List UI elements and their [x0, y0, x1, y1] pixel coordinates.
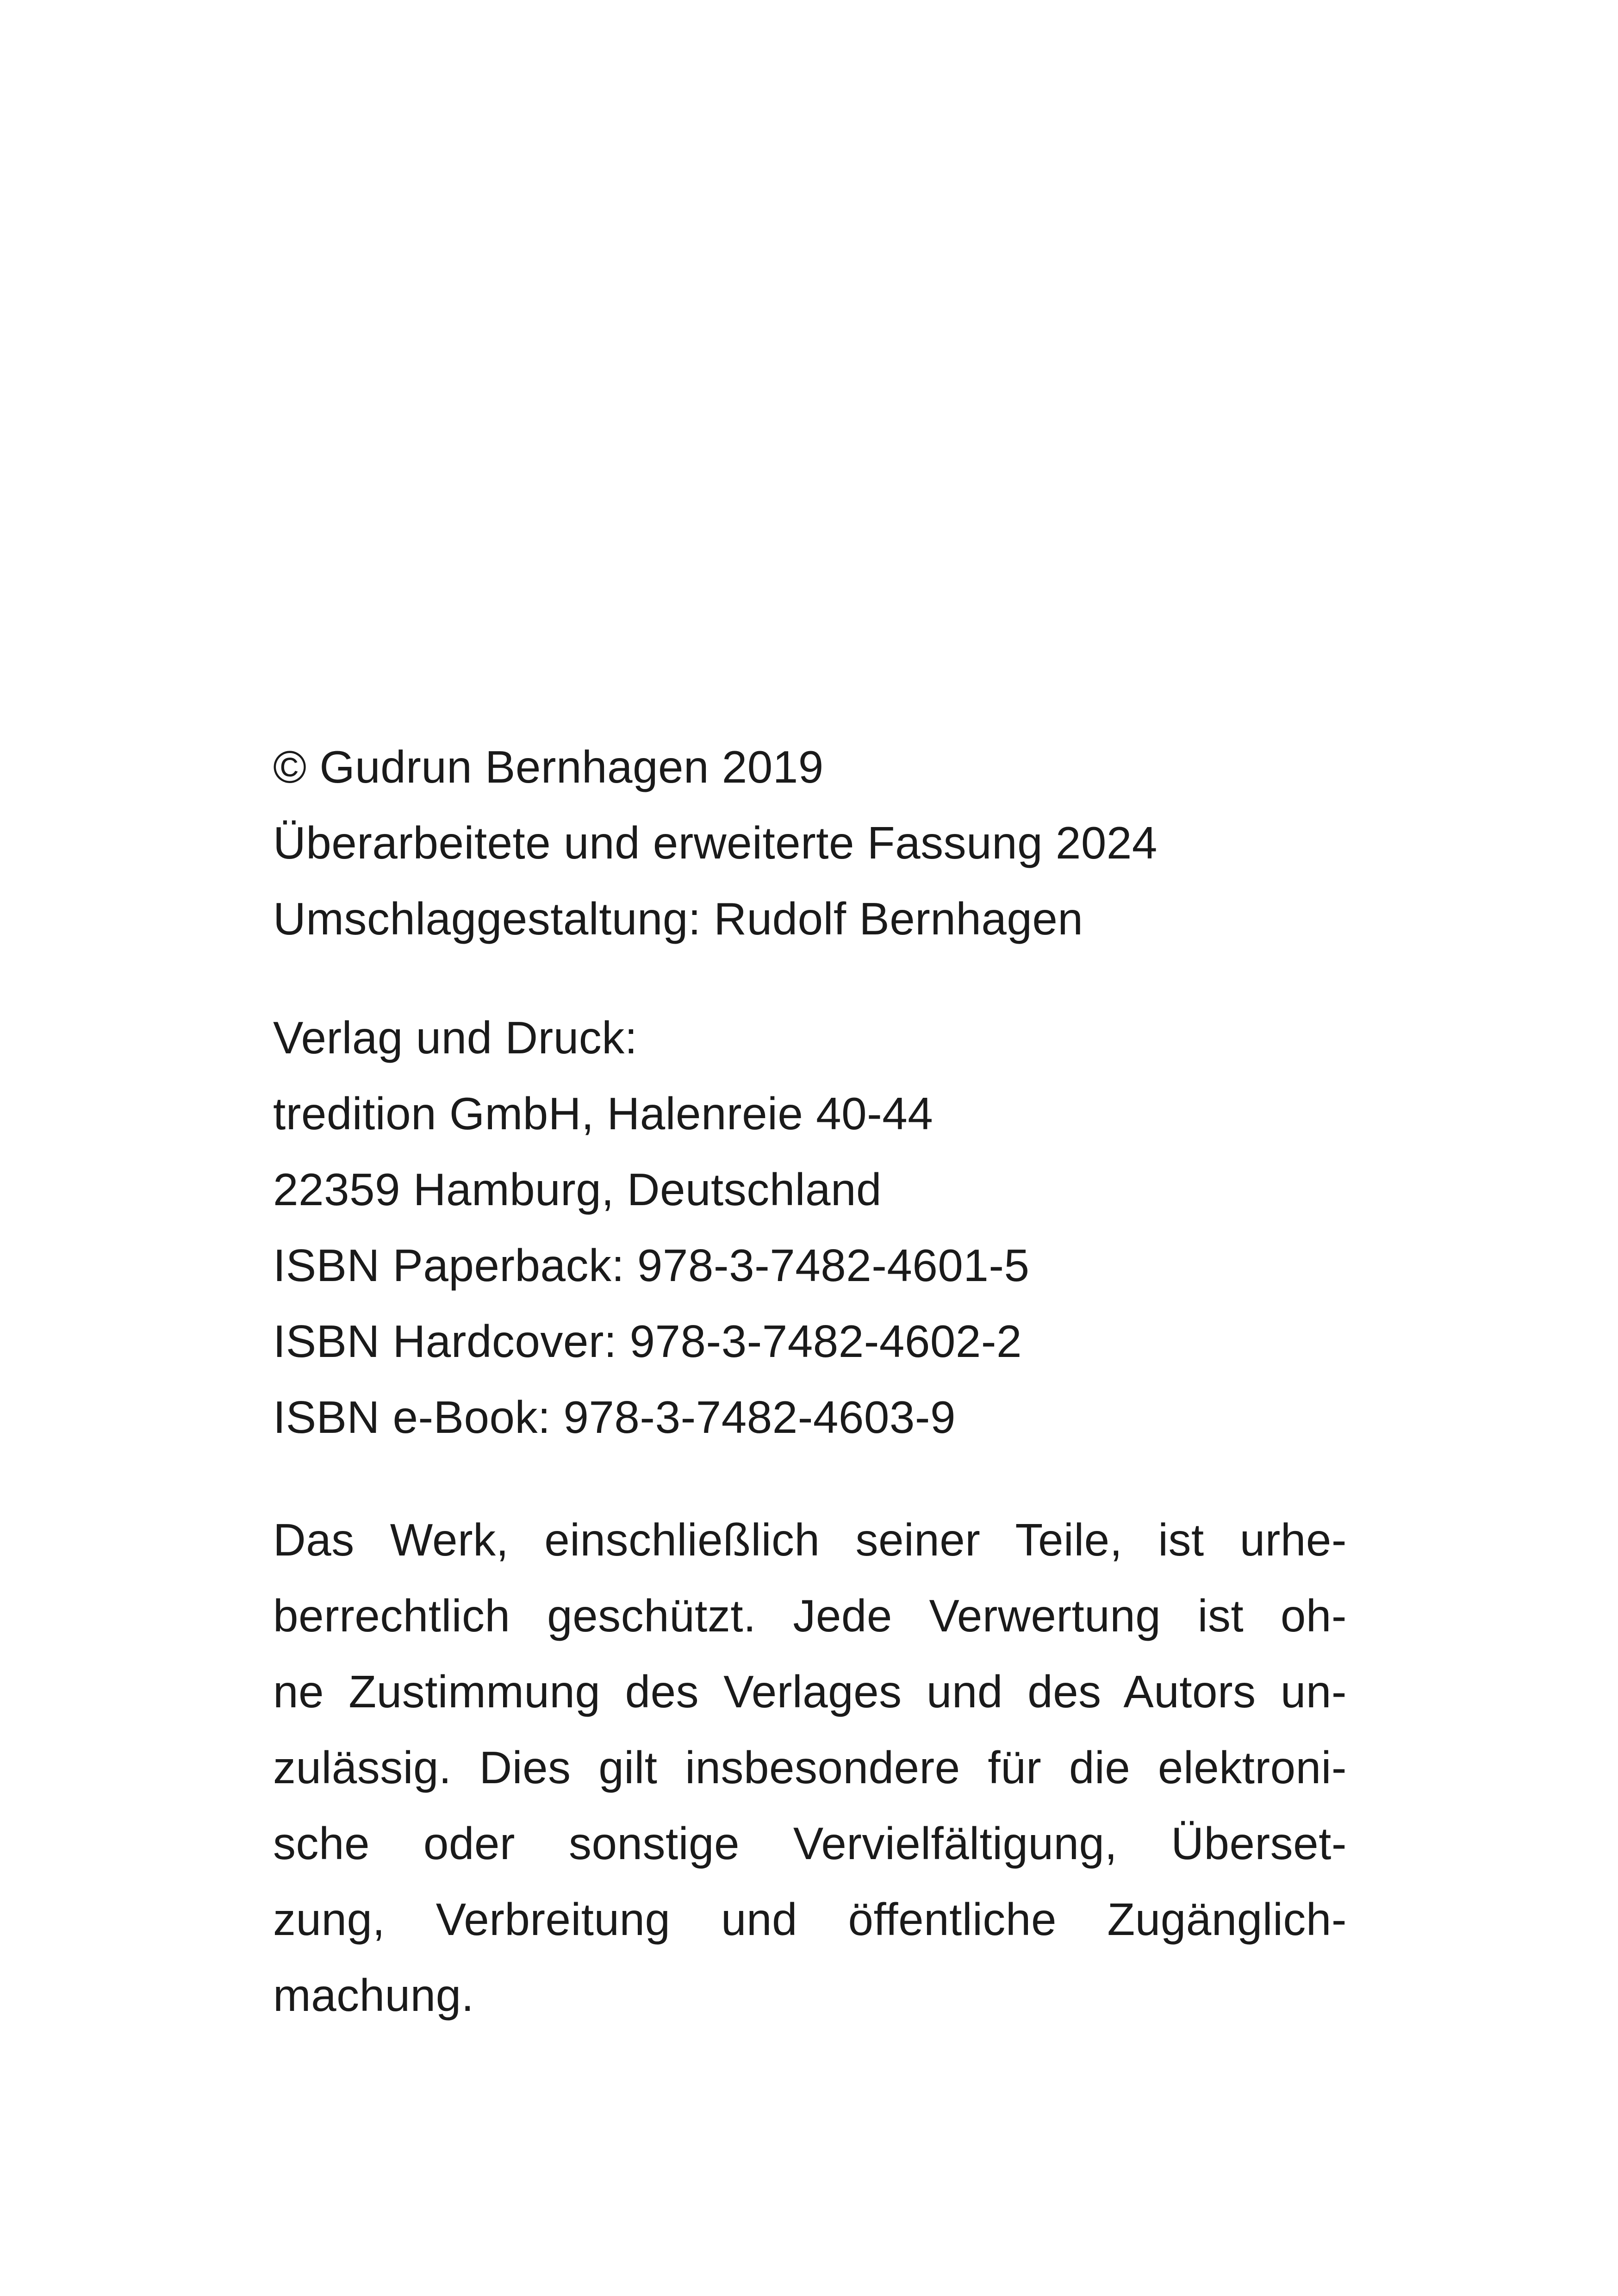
publisher-block — [273, 1000, 1347, 1455]
copyright-line: © Gudrun Bernhagen 2019 — [273, 741, 824, 792]
cover-design-line: Umschlaggestaltung: Rudolf Bernhagen — [273, 893, 1083, 944]
notice-line: Das Werk, einschließlich seiner Teile, ist urhe- — [273, 1514, 1347, 1565]
notice-line: sche oder sonstige Vervielfältigung, Überset- — [273, 1818, 1347, 1869]
isbn-ebook: ISBN e-Book: 978-3-7482-4603-9 — [273, 1392, 956, 1443]
notice-line: zulässig. Dies gilt insbesondere für die elektroni- — [273, 1742, 1347, 1793]
edition-line: Überarbeitete und erweiterte Fassung 2024 — [273, 817, 1157, 868]
publisher-name-address: tredition GmbH, Halenreie 40-44 — [273, 1088, 933, 1139]
isbn-hardcover: ISBN Hardcover: 978-3-7482-4602-2 — [273, 1316, 1022, 1367]
publisher-city: 22359 Hamburg, Deutschland — [273, 1164, 882, 1215]
notice-line: ne Zustimmung des Verlages und des Autors un- — [273, 1666, 1347, 1717]
notice-line: zung, Verbreitung und öffentliche Zugänglich- — [273, 1894, 1347, 1945]
credits-block — [273, 729, 1347, 957]
copyright-notice — [273, 1502, 1347, 2033]
publisher-heading: Verlag und Druck: — [273, 1012, 638, 1063]
notice-line: machung. — [273, 1970, 474, 2021]
notice-line: berrechtlich geschützt. Jede Verwertung ist oh- — [273, 1590, 1347, 1641]
isbn-paperback: ISBN Paperback: 978-3-7482-4601-5 — [273, 1240, 1030, 1291]
